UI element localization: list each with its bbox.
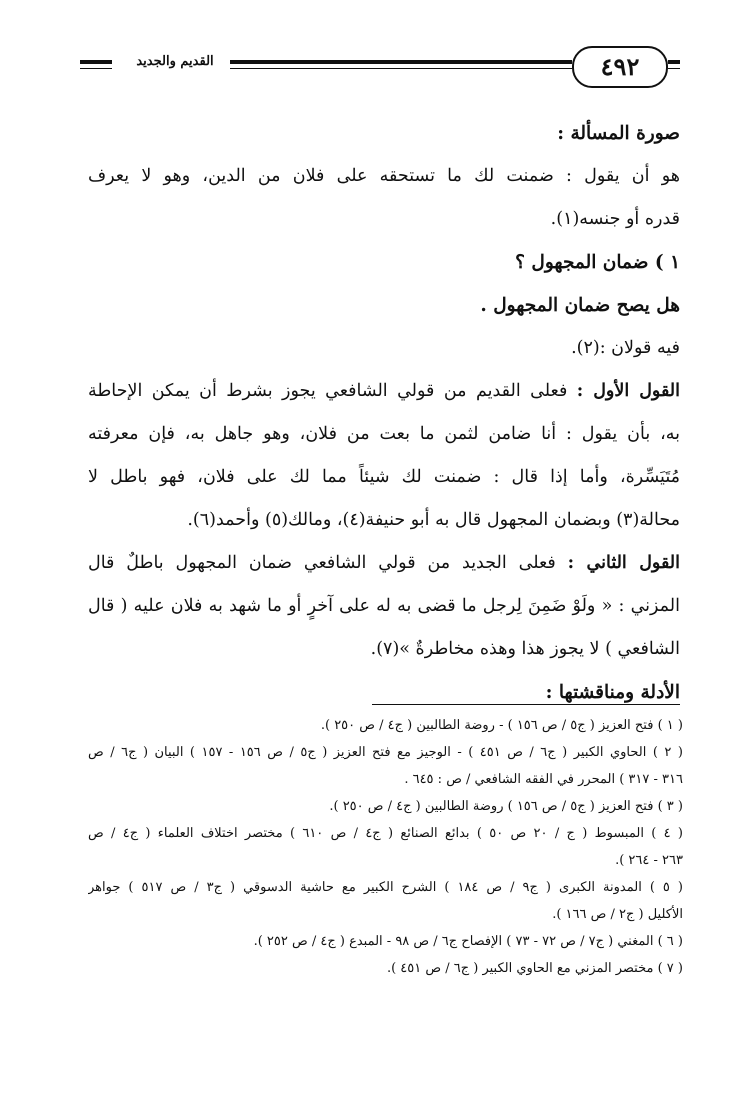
- footnote: ( ٢ ) الحاوي الكبير ( ج٦ / ص ٤٥١ ) - الوجيز مع فتح العزيز ( ج٥ / ص ١٥٦ - ١٥٧ ) البيان ( ج٦ / ص: [88, 745, 683, 760]
- first-opinion-label: القول الأول :: [576, 381, 680, 401]
- text-span: فعلى القديم من قولي الشافعي يجوز بشرط أن يمكن الإحاطة: [88, 381, 577, 401]
- footnote-continuation: ٣١٦ - ٣١٧ ) المحرر في الفقه الشافعي / ص : ٦٤٥ .: [404, 772, 683, 787]
- section-heading: الأدلة ومناقشتها :: [545, 682, 680, 703]
- header-rule-right-thick: [668, 60, 680, 64]
- header-rule-left-thick: [80, 60, 112, 64]
- text-line: الشافعي ) لا يجوز هذا وهذه مخاطرةٌ »(٧).: [370, 639, 680, 659]
- header-rule-middle-thin: [230, 68, 572, 69]
- page-header: [80, 44, 680, 94]
- running-book-title: القديم والجديد: [136, 54, 214, 69]
- footnote: ( ٤ ) المبسوط ( ج / ٢٠ ص ٥٠ ) بدائع الصنائع ( ج٤ / ص ٦١٠ ) مختصر اختلاف العلماء ( ج٤ / ص: [88, 826, 683, 841]
- header-rule-right-thin: [668, 68, 680, 69]
- section-heading: صورة المسألة :: [557, 123, 680, 144]
- footnote: ( ٥ ) المدونة الكبرى ( ج٩ / ص ١٨٤ ) الشرح الكبير مع حاشية الدسوقي ( ج٣ / ص ٥١٧ ) جواهر: [88, 880, 683, 895]
- header-rule-left-thin: [80, 68, 112, 69]
- subheading: هل يصح ضمان المجهول .: [480, 295, 680, 316]
- footnote-continuation: الأكليل ( ج٢ / ص ١٦٦ ).: [552, 907, 683, 922]
- text-line: مُتَيَسِّرة، وأما إذا قال : ضمنت لك شيئاً مما لك على فلان، فهو باطل لا: [88, 467, 680, 487]
- subheading: ١ ) ضمان المجهول ؟: [515, 252, 680, 273]
- text-line: فيه قولان :(٢).: [571, 338, 680, 358]
- text-span: فعلى الجديد من قولي الشافعي ضمان المجهول باطلٌ قال: [88, 553, 568, 573]
- footnote: ( ١ ) فتح العزيز ( ج٥ / ص ١٥٦ ) - روضة الطالبين ( ج٤ / ص ٢٥٠ ).: [320, 718, 683, 733]
- text-line: [88, 542, 680, 585]
- footnote: ( ٦ ) المغني ( ج٧ / ص ٧٢ - ٧٣ ) الإفصاح ج٦ / ص ٩٨ - المبدع ( ج٤ / ص ٢٥٢ ).: [253, 934, 683, 949]
- text-line: المزني : « ولَوْ ضَمِنَ لِرجل ما قضى به له على آخرٍ أو ما شهد به فلان عليه ( قال: [88, 596, 680, 616]
- page-number: ٤٩٢: [572, 46, 668, 88]
- footnote-continuation: ٢٦٣ - ٢٦٤ ).: [615, 853, 683, 868]
- footnote: ( ٣ ) فتح العزيز ( ج٥ / ص ١٥٦ ) روضة الطالبين ( ج٤ / ص ٢٥٠ ).: [329, 799, 683, 814]
- text-line: هو أن يقول : ضمنت لك ما تستحقه على فلان من الدين، وهو لا يعرف: [88, 166, 680, 186]
- text-line: [88, 370, 680, 413]
- footnotes: [88, 712, 683, 982]
- text-line: قدره أو جنسه(١).: [550, 209, 680, 229]
- text-line: محالة(٣) وبضمان المجهول قال به أبو حنيفة(٤)، ومالك(٥) وأحمد(٦).: [187, 510, 680, 530]
- text-line: به، بأن يقول : أنا ضامن لثمن ما بعت من فلان، وهو جاهل به، فإن معرفته: [88, 424, 680, 444]
- header-rule-middle-thick: [230, 60, 572, 64]
- second-opinion-label: القول الثاني :: [567, 553, 680, 573]
- main-text: [88, 112, 680, 714]
- footnote: ( ٧ ) مختصر المزني مع الحاوي الكبير ( ج٦ / ص ٤٥١ ).: [386, 961, 683, 976]
- footnote-separator: [372, 704, 680, 705]
